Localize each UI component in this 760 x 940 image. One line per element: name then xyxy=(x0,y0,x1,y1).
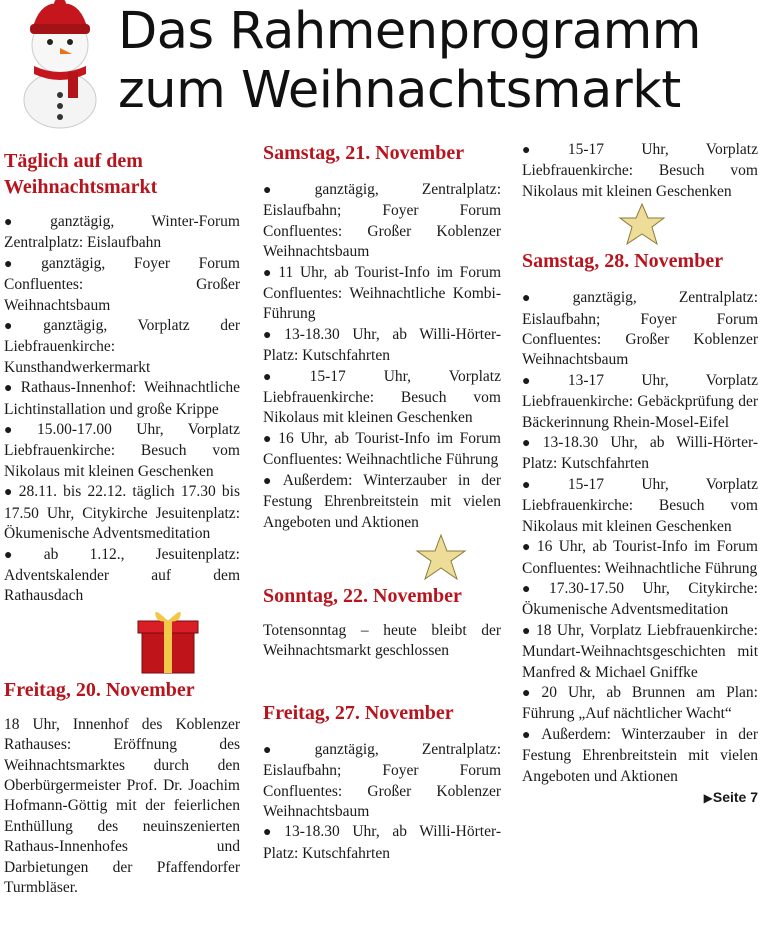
bullet-icon: ● xyxy=(4,547,40,563)
bullet-icon: ● xyxy=(522,436,539,452)
bullet-icon: ● xyxy=(522,581,546,597)
event-text: Totensonntag – heute bleibt der Weihnachtsmarkt geschlossen xyxy=(263,621,501,660)
bullet-icon: ● xyxy=(263,265,275,281)
bullet-icon: ● xyxy=(522,727,538,743)
bullet-icon: ● xyxy=(522,623,532,639)
list-item: ● 15-17 Uhr, Vorplatz Liebfrauenkirche: Besuch vom Nikolaus mit kleinen Geschenken xyxy=(263,367,501,427)
list-item: ● ganztägig, Zentralplatz: Eislaufbahn; Foyer Forum Confluentes: Großer Koblenzer Weihnachtsbaum xyxy=(263,740,501,820)
list-item: ● Außerdem: Winterzauber in der Festung Ehrenbreitstein mit vielen Angeboten und Aktionen xyxy=(522,725,758,785)
bullet-icon: ● xyxy=(263,742,311,758)
list-item: ● 17.30-17.50 Uhr, Citykirche: Ökumenische Adventsmeditation xyxy=(522,579,758,619)
bullet-icon: ● xyxy=(263,327,281,343)
list-item: ● 11 Uhr, ab Tourist-Info im Forum Confluentes: Weihnachtliche Kombi-Führung xyxy=(263,263,501,323)
bullet-icon: ● xyxy=(4,485,15,501)
bullet-icon: ● xyxy=(263,825,281,841)
list-item: ● 16 Uhr, ab Tourist-Info im Forum Confluentes: Weihnachtliche Führung xyxy=(522,538,758,577)
bullet-icon: ● xyxy=(522,373,564,389)
triangle-right-icon: ▶ xyxy=(703,790,713,805)
list-item: ● 16 Uhr, ab Tourist-Info im Forum Confluentes: Weihnachtliche Führung xyxy=(263,429,501,469)
list-item: ● 18 Uhr, Vorplatz Liebfrauenkirche: Mundart-Weihnachtsgeschichten mit Manfred & Michael Gniffke xyxy=(522,621,758,681)
list-item: ● 15-17 Uhr, Vorplatz Liebfrauenkirche: Besuch vom Nikolaus mit kleinen Geschenken xyxy=(522,141,758,200)
page-title-line-2: zum Weihnachtsmarkt xyxy=(118,61,681,120)
list-item: ● 15.00-17.00 Uhr, Vorplatz Liebfrauenkirche: Besuch vom Nikolaus mit kleinen Geschenken xyxy=(4,421,240,480)
list-item: ● ganztägig, Foyer Forum Confluentes: Großer Weihnachtsbaum xyxy=(4,254,240,314)
gift-box-image xyxy=(4,607,240,677)
section-heading-daily-line1: Täglich auf dem xyxy=(4,150,143,172)
list-item: ● ganztägig, Vorplatz der Liebfrauenkirche: Kunsthandwerkermarkt xyxy=(4,317,240,376)
section-heading-daily-line2: Weihnachtsmarkt xyxy=(4,176,158,198)
column-1 xyxy=(4,140,240,898)
bullet-icon: ● xyxy=(4,215,47,230)
list-item: ● ab 1.12., Jesuitenplatz: Adventskalender auf dem Rathausdach xyxy=(4,545,240,605)
list-item: ● ganztägig, Winter-Forum Zentralplatz: Eislaufbahn xyxy=(4,213,240,252)
bullet-icon: ● xyxy=(4,423,33,439)
section-heading-friday-20: Freitag, 20. November xyxy=(4,678,195,701)
section-heading-saturday-21: Samstag, 21. November xyxy=(263,142,465,164)
bullet-icon: ● xyxy=(263,183,311,198)
column-2 xyxy=(263,140,501,864)
bullet-icon: ● xyxy=(522,291,569,307)
list-item: ● Außerdem: Winterzauber in der Festung Ehrenbreitstein mit vielen Angeboten und Aktionen xyxy=(263,471,501,531)
list-item: ● Rathaus-Innenhof: Weihnachtliche Lichtinstallation und große Krippe xyxy=(4,379,240,418)
section-heading-sunday-22: Sonntag, 22. November xyxy=(263,584,462,607)
section-heading-daily xyxy=(4,148,240,200)
bullet-icon: ● xyxy=(522,685,538,701)
bullet-icon: ● xyxy=(522,540,533,556)
page-title-line-1: Das Rahmenprogramm xyxy=(118,2,701,61)
column-3 xyxy=(522,140,758,808)
list-item: ● 13-18.30 Uhr, ab Willi-Hörter-Platz: Kutschfahrten xyxy=(263,325,501,365)
bullet-icon: ● xyxy=(522,477,564,493)
bullet-icon: ● xyxy=(4,381,17,397)
bullet-icon: ● xyxy=(263,431,275,447)
list-item: ● 28.11. bis 22.12. täglich 17.30 bis 17.50 Uhr, Citykirche Jesuitenplatz: Ökumenische Adventsmeditation xyxy=(4,483,240,543)
list-item: ● ganztägig, Zentralplatz: Eislaufbahn; Foyer Forum Confluentes: Großer Koblenzer Weihnachtsbaum xyxy=(522,289,758,369)
bullet-icon: ● xyxy=(4,256,38,272)
section-heading-saturday-28: Samstag, 28. November xyxy=(522,250,724,273)
continuation-reference: ▶Seite 7 xyxy=(703,788,758,805)
list-item: ● 13-17 Uhr, Vorplatz Liebfrauenkirche: Gebäckprüfung der Bäckerinnung Rhein-Mosel-Eifel xyxy=(522,371,758,431)
bullet-icon: ● xyxy=(263,473,279,489)
star-icon xyxy=(522,202,758,248)
star-icon xyxy=(263,533,501,583)
list-item: ● 20 Uhr, ab Brunnen am Plan: Führung „Auf nächtlicher Wacht“ xyxy=(522,683,758,723)
snowman-image xyxy=(10,0,110,130)
list-item: ● ganztägig, Zentralplatz: Eislaufbahn; Foyer Forum Confluentes: Großer Koblenzer Weihnachtsbaum xyxy=(263,181,501,261)
bullet-icon: ● xyxy=(263,369,306,385)
list-item: ● 13-18.30 Uhr, ab Willi-Hörter-Platz: Kutschfahrten xyxy=(263,823,501,862)
event-text: 18 Uhr, Innenhof des Koblenzer Rathauses: Eröffnung des Weihnachtsmarktes durch den Oberbürgermeister Prof. Dr. Joachim Hofmann-Göttig mit der feierlichen Enthüllung des neuinszenierten Rathaus-Innenhofes und Darbietungen der Pfaffendorfer Turmbläser. xyxy=(4,715,240,896)
list-item: ● 15-17 Uhr, Vorplatz Liebfrauenkirche: Besuch vom Nikolaus mit kleinen Geschenken xyxy=(522,475,758,535)
page-header xyxy=(0,0,760,135)
list-item: ● 13-18.30 Uhr, ab Willi-Hörter-Platz: Kutschfahrten xyxy=(522,434,758,473)
bullet-icon: ● xyxy=(4,319,40,335)
section-heading-friday-27: Freitag, 27. November xyxy=(263,701,454,724)
bullet-icon: ● xyxy=(522,143,564,158)
